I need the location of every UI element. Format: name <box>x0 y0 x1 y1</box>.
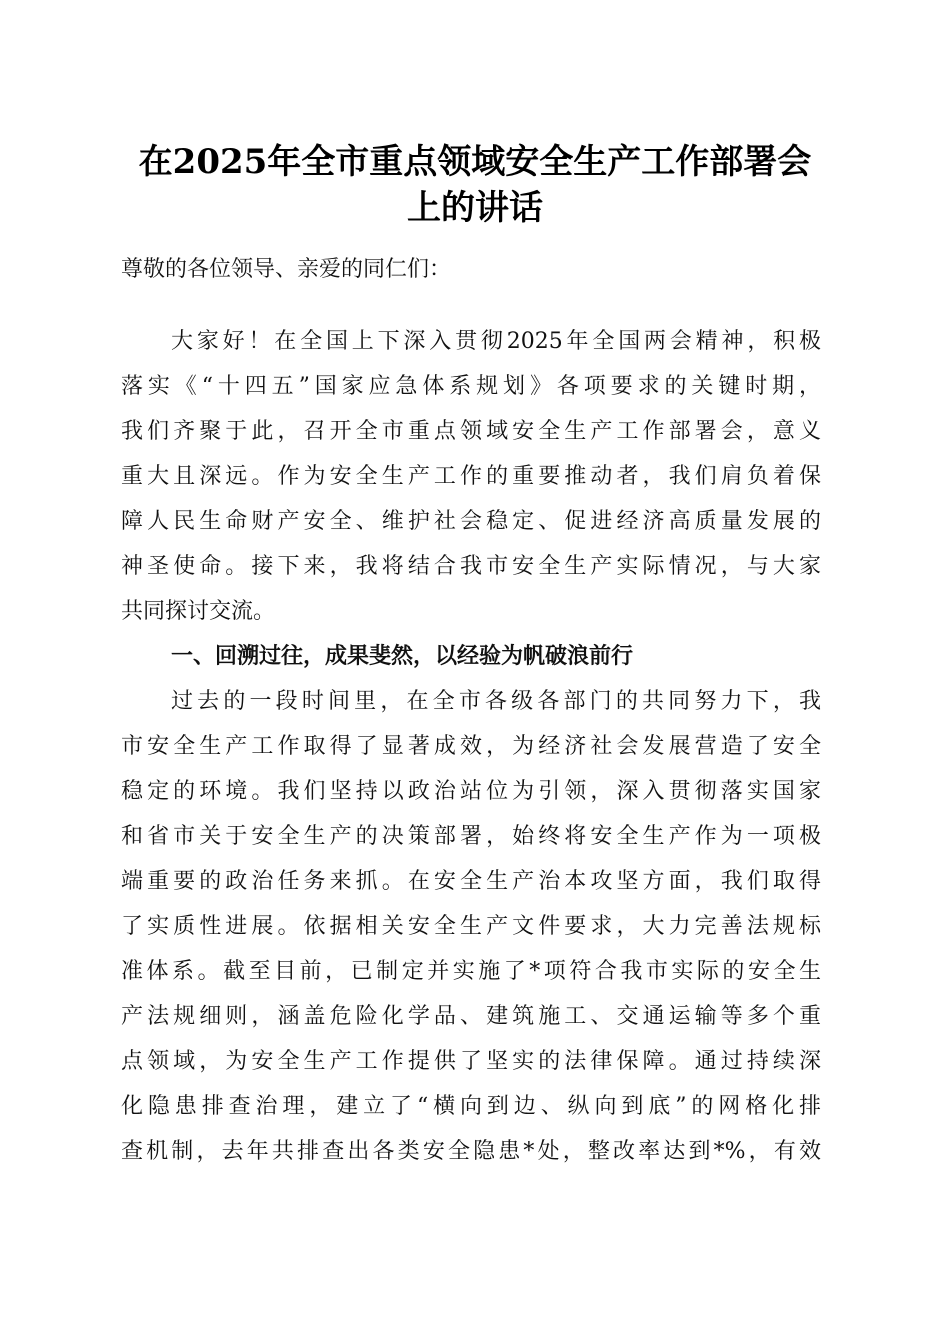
paragraph-line: 重大且深远。作为安全生产工作的重要推动者，我们肩负着保 <box>121 464 821 489</box>
paragraph-line: 障人民生命财产安全、维护社会稳定、促进经济高质量发展的 <box>121 509 821 534</box>
paragraph-line: 市安全生产工作取得了显著成效，为经济社会发展营造了安全 <box>121 734 821 759</box>
paragraph-line: 点领域，为安全生产工作提供了坚实的法律保障。通过持续深 <box>121 1049 821 1074</box>
paragraph-line: 我们齐聚于此，召开全市重点领域安全生产工作部署会，意义 <box>121 419 821 444</box>
document-title-line-2: 上的讲话 <box>407 188 543 228</box>
paragraph-line: 稳定的环境。我们坚持以政治站位为引领，深入贯彻落实国家 <box>121 779 821 804</box>
document-title-line-1: 在2025年全市重点领域安全生产工作部署会 <box>138 142 812 182</box>
paragraph-line: 共同探讨交流。 <box>121 599 276 624</box>
salutation: 尊敬的各位领导、亲爱的同仁们： <box>121 257 452 282</box>
paragraph-line: 查机制，去年共排查出各类安全隐患*处，整改率达到*%，有效 <box>121 1139 821 1164</box>
paragraph-line: 神圣使命。接下来，我将结合我市安全生产实际情况，与大家 <box>121 554 821 579</box>
paragraph-line: 产法规细则，涵盖危险化学品、建筑施工、交通运输等多个重 <box>121 1004 821 1029</box>
paragraph-line: 化隐患排查治理，建立了“横向到边、纵向到底”的网格化排 <box>121 1094 821 1119</box>
paragraph-line: 端重要的政治任务来抓。在安全生产治本攻坚方面，我们取得 <box>121 869 821 894</box>
section-heading: 一、回溯过往，成果斐然，以经验为帆破浪前行 <box>171 644 634 669</box>
paragraph-line: 落实《“十四五”国家应急体系规划》各项要求的关键时期， <box>121 374 821 399</box>
paragraph-line: 过去的一段时间里，在全市各级各部门的共同努力下，我 <box>171 689 821 714</box>
paragraph-line: 大家好！在全国上下深入贯彻2025年全国两会精神，积极 <box>171 329 821 354</box>
paragraph-line: 了实质性进展。依据相关安全生产文件要求，大力完善法规标 <box>121 914 821 939</box>
paragraph-line: 准体系。截至目前，已制定并实施了*项符合我市实际的安全生 <box>121 959 821 984</box>
paragraph-line: 和省市关于安全生产的决策部署，始终将安全生产作为一项极 <box>121 824 821 849</box>
